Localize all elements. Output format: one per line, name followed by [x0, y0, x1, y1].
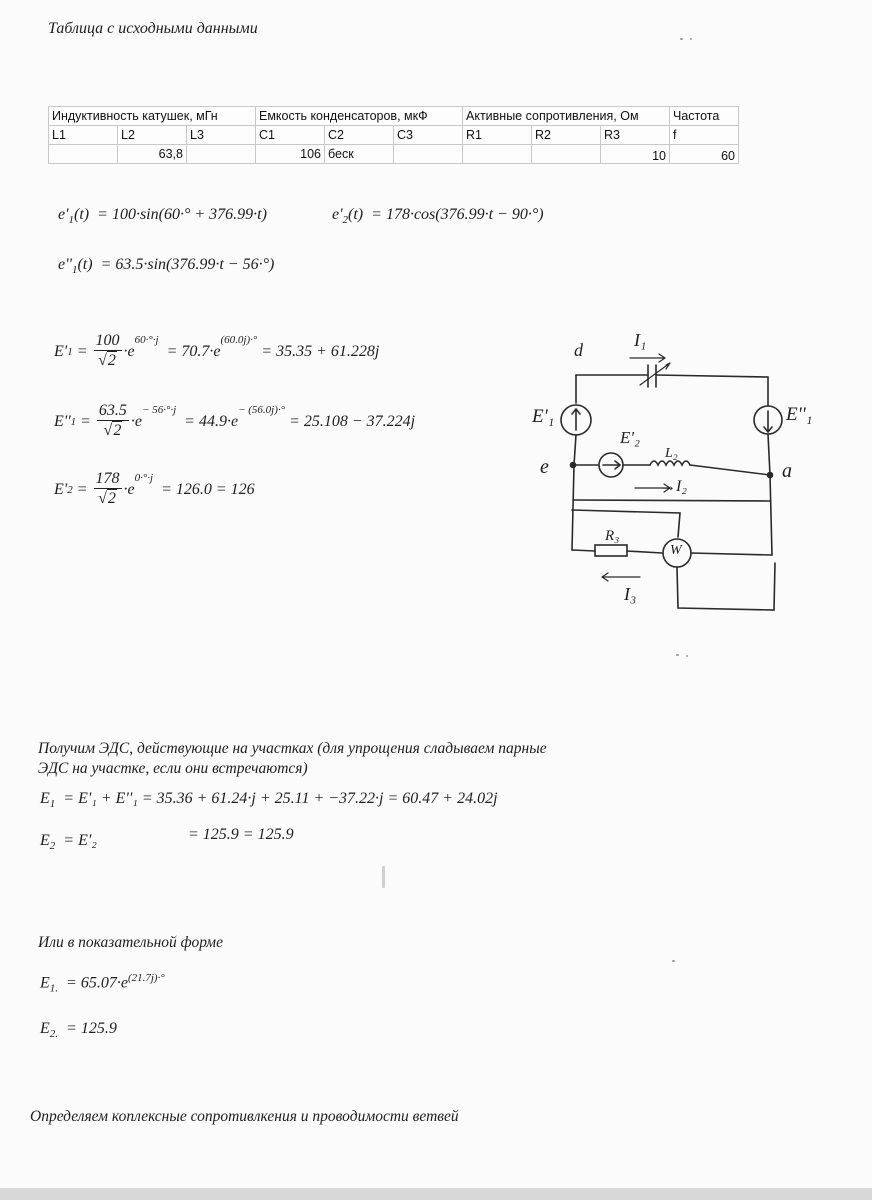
section2-text-line2: ЭДС на участке, если они встречаются) — [38, 760, 308, 777]
source-data-table — [48, 106, 739, 164]
val-L3 — [187, 145, 256, 164]
col-L2: L2 — [118, 126, 187, 145]
formula-E1-exponential: $E_{1.} = 65.07\cdot e^{(21.7j)\cdot^\circ}$ — [40, 972, 165, 995]
header-capacitance: Емкость конденсаторов, мкФ — [256, 107, 463, 126]
formula-E1-prime: E' 1 = $\frac{100}{√2}$ ·e $^{60\cdot^\circ\cdot j}$ = 70.7·e $^{(60.0j)\cdot^\circ}$ = 35.35 + 61.228j — [54, 332, 380, 369]
table-value-row — [49, 145, 739, 164]
scan-speck — [676, 654, 679, 656]
section2-text-line1: Получим ЭДС, действующие на участках (для упрощения сладываем парные — [38, 740, 547, 757]
source-e2-arrow — [603, 461, 620, 469]
source-e1-arrow — [572, 409, 580, 430]
formula-E1-double-prime: E'' 1 = $\frac{63.5}{√2}$ ·e $^{- 56\cdot^\circ\cdot j}$ = 44.9·e $^{- (56.0j)\cdot^\circ}$ = 25.108 − 37.224j — [54, 402, 416, 439]
col-C2: C2 — [325, 126, 394, 145]
wire-right-bottom — [768, 434, 772, 555]
formula-E2-equals: $E_2 = E'_2$ — [40, 832, 97, 853]
scan-speck — [686, 655, 688, 657]
val-L1 — [49, 145, 118, 164]
table-column-row — [49, 126, 739, 145]
source-e1dp-arrow — [764, 411, 772, 432]
formula-E2-value: = 125.9 = 125.9 — [188, 826, 294, 843]
wire-to-wattmeter — [572, 510, 680, 537]
wire-wattmeter-right — [691, 553, 772, 555]
label-source-e1-prime: E'₁ — [532, 406, 555, 427]
val-C2: беск — [325, 145, 394, 164]
col-L1: L1 — [49, 126, 118, 145]
label-wattmeter: W — [670, 543, 682, 558]
label-source-e2-prime: E'₂ — [620, 428, 640, 447]
col-f: f — [670, 126, 739, 145]
val-R3: 10 — [601, 145, 670, 164]
val-C1: 106 — [256, 145, 325, 164]
label-node-a: a — [782, 460, 792, 482]
col-R2: R2 — [532, 126, 601, 145]
col-L3: L3 — [187, 126, 256, 145]
formula-E1-sum: $E_1 = E'_1 + E''_1 = 35.36 + 61.24\cdot j + 25.11 + -37.22\cdot j = 60.47 + 24.02j$ — [40, 790, 498, 811]
scan-speck — [680, 38, 683, 40]
footer-text: Определяем коплексные сопротивлкения и проводимости ветвей — [30, 1108, 459, 1125]
header-frequency: Частота — [670, 107, 739, 126]
wire-r3-right — [627, 551, 662, 553]
val-R1 — [463, 145, 532, 164]
resistor-r3 — [595, 545, 627, 556]
val-C3 — [394, 145, 463, 164]
col-C3: C3 — [394, 126, 463, 145]
scan-speck — [672, 960, 675, 962]
label-inductor-l2: L₂ — [665, 446, 678, 461]
val-R2 — [532, 145, 601, 164]
wire-lower — [573, 500, 770, 501]
wire-bottom-loop — [677, 563, 775, 610]
scan-mark — [382, 866, 385, 888]
header-inductance: Индуктивность катушек, мГн — [49, 107, 256, 126]
formula-e1-prime: $e'_1(t) = 100\cdot\sin(60\cdot^\circ + 376.99\cdot t)$ — [58, 206, 267, 227]
current-i1-arrow — [630, 354, 665, 362]
node-a-dot — [768, 473, 773, 478]
wire-top-right — [656, 375, 768, 377]
section3-text: Или в показательной форме — [38, 934, 223, 951]
header-resistance: Активные сопротивления, Ом — [463, 107, 670, 126]
circuit-diagram — [520, 325, 820, 625]
page-bottom-edge — [0, 1188, 872, 1200]
wire-left-bottom — [572, 435, 576, 550]
wire-r3-left — [572, 550, 595, 551]
current-i3-arrow — [602, 573, 640, 581]
formula-E2-prime: E' 2 = $\frac{178}{√2}$ ·e $^{0\cdot^\circ\cdot j}$ = 126.0 = 126 — [54, 470, 255, 507]
val-L2: 63,8 — [118, 145, 187, 164]
val-f: 60 — [670, 145, 739, 164]
table-group-header-row — [49, 107, 739, 126]
label-node-d: d — [574, 340, 583, 360]
label-current-i1: I₁ — [634, 330, 647, 350]
label-node-e: e — [540, 456, 549, 478]
label-resistor-r3: R₃ — [605, 528, 620, 544]
scan-speck — [690, 38, 692, 40]
formula-e2-prime: $e'_2(t) = 178\cdot\cos(376.99\cdot t - 90\cdot^\circ)$ — [332, 206, 544, 227]
capacitor-arrow — [640, 363, 670, 385]
label-source-e1-double-prime: E''₁ — [786, 404, 813, 425]
label-current-i2: →I₂ — [660, 478, 687, 495]
col-R3: R3 — [601, 126, 670, 145]
formula-e1-double-prime: $e''_1(t) = 63.5\cdot\sin(376.99\cdot t - 56\cdot^\circ)$ — [58, 256, 275, 277]
formula-E2-exponential: $E_{2.} = 125.9$ — [40, 1020, 117, 1041]
page-title: Таблица с исходными данными — [48, 20, 258, 37]
wire-mid-right — [690, 465, 770, 475]
col-C1: C1 — [256, 126, 325, 145]
label-current-i3: I₃ — [624, 584, 637, 604]
col-R1: R1 — [463, 126, 532, 145]
